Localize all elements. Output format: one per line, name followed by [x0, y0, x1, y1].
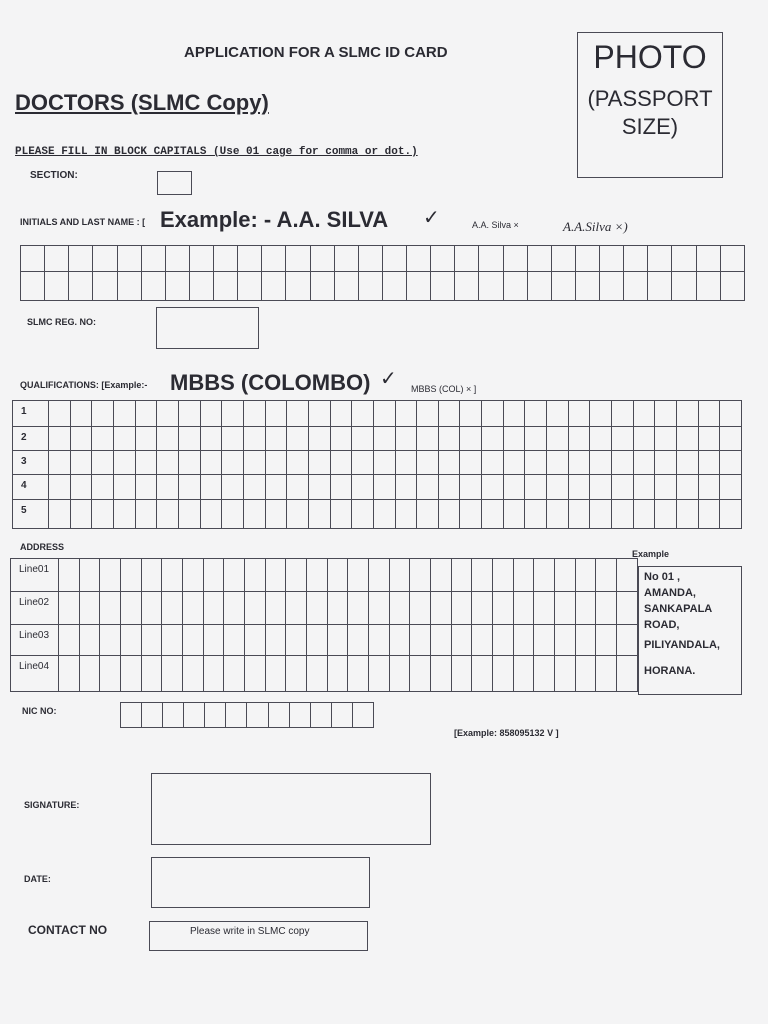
nic-grid[interactable] [120, 702, 374, 728]
qualifications-wrong-example: MBBS (COL) × ] [411, 384, 477, 394]
qualification-row-number: 1 [21, 406, 27, 417]
signature-label: SIGNATURE: [24, 800, 80, 810]
photo-size-line2: SIZE) [621, 114, 679, 139]
nic-label: NIC NO: [22, 706, 57, 716]
photo-title: PHOTO [593, 39, 707, 75]
name-wrong-example-1: A.A. Silva × [472, 220, 519, 230]
address-grid[interactable] [10, 558, 638, 692]
address-label: ADDRESS [20, 542, 65, 552]
check-icon: ✓ [423, 207, 440, 229]
contact-field[interactable] [149, 921, 368, 951]
address-example-line: SANKAPALA [644, 603, 713, 615]
address-example-box [638, 566, 742, 695]
section-label: SECTION: [30, 170, 78, 181]
qualification-row-number: 4 [21, 480, 27, 491]
form-title: APPLICATION FOR A SLMC ID CARD [184, 44, 448, 61]
qualifications-label: QUALIFICATIONS: [Example:- [20, 380, 148, 390]
photo-box[interactable] [577, 32, 723, 178]
address-line-label: Line03 [19, 630, 50, 641]
signature-field[interactable] [151, 773, 431, 845]
photo-size-line1: (PASSPORT [587, 86, 713, 111]
qualification-row-number: 2 [21, 432, 27, 443]
name-example: Example: - A.A. SILVA [160, 207, 389, 232]
qualification-row-number: 3 [21, 456, 27, 467]
name-label: INITIALS AND LAST NAME : [ [20, 217, 146, 227]
qualifications-grid[interactable] [12, 400, 742, 529]
qualifications-example: MBBS (COLOMBO) [170, 370, 371, 395]
nic-example: [Example: 858095132 V ] [454, 728, 559, 738]
contact-label: CONTACT NO [28, 923, 108, 937]
qualification-row-number: 5 [21, 505, 27, 516]
address-example-line: AMANDA, [644, 587, 696, 599]
slmc-label: SLMC REG. NO: [27, 317, 96, 327]
address-example-line: HORANA. [644, 665, 696, 677]
address-example-line: No 01 , [644, 571, 681, 583]
address-example-line: ROAD, [644, 619, 680, 631]
address-example-label: Example [632, 549, 670, 559]
address-line-label: Line02 [19, 597, 50, 608]
address-line-label: Line04 [19, 661, 50, 672]
instruction-text: PLEASE FILL IN BLOCK CAPITALS (Use 01 cage for comma or dot.) [15, 146, 418, 158]
form-subtitle: DOCTORS (SLMC Copy) [15, 90, 269, 115]
name-grid[interactable] [20, 245, 745, 301]
address-example-line: PILIYANDALA, [644, 639, 720, 651]
address-line-label: Line01 [19, 564, 50, 575]
date-field[interactable] [151, 857, 370, 908]
name-wrong-example-2: A.A.Silva ×) [563, 219, 628, 234]
section-field[interactable] [157, 171, 192, 195]
contact-note: Please write in SLMC copy [190, 926, 310, 937]
slmc-reg-field[interactable] [156, 307, 259, 349]
check-icon: ✓ [380, 368, 397, 390]
date-label: DATE: [24, 874, 51, 884]
